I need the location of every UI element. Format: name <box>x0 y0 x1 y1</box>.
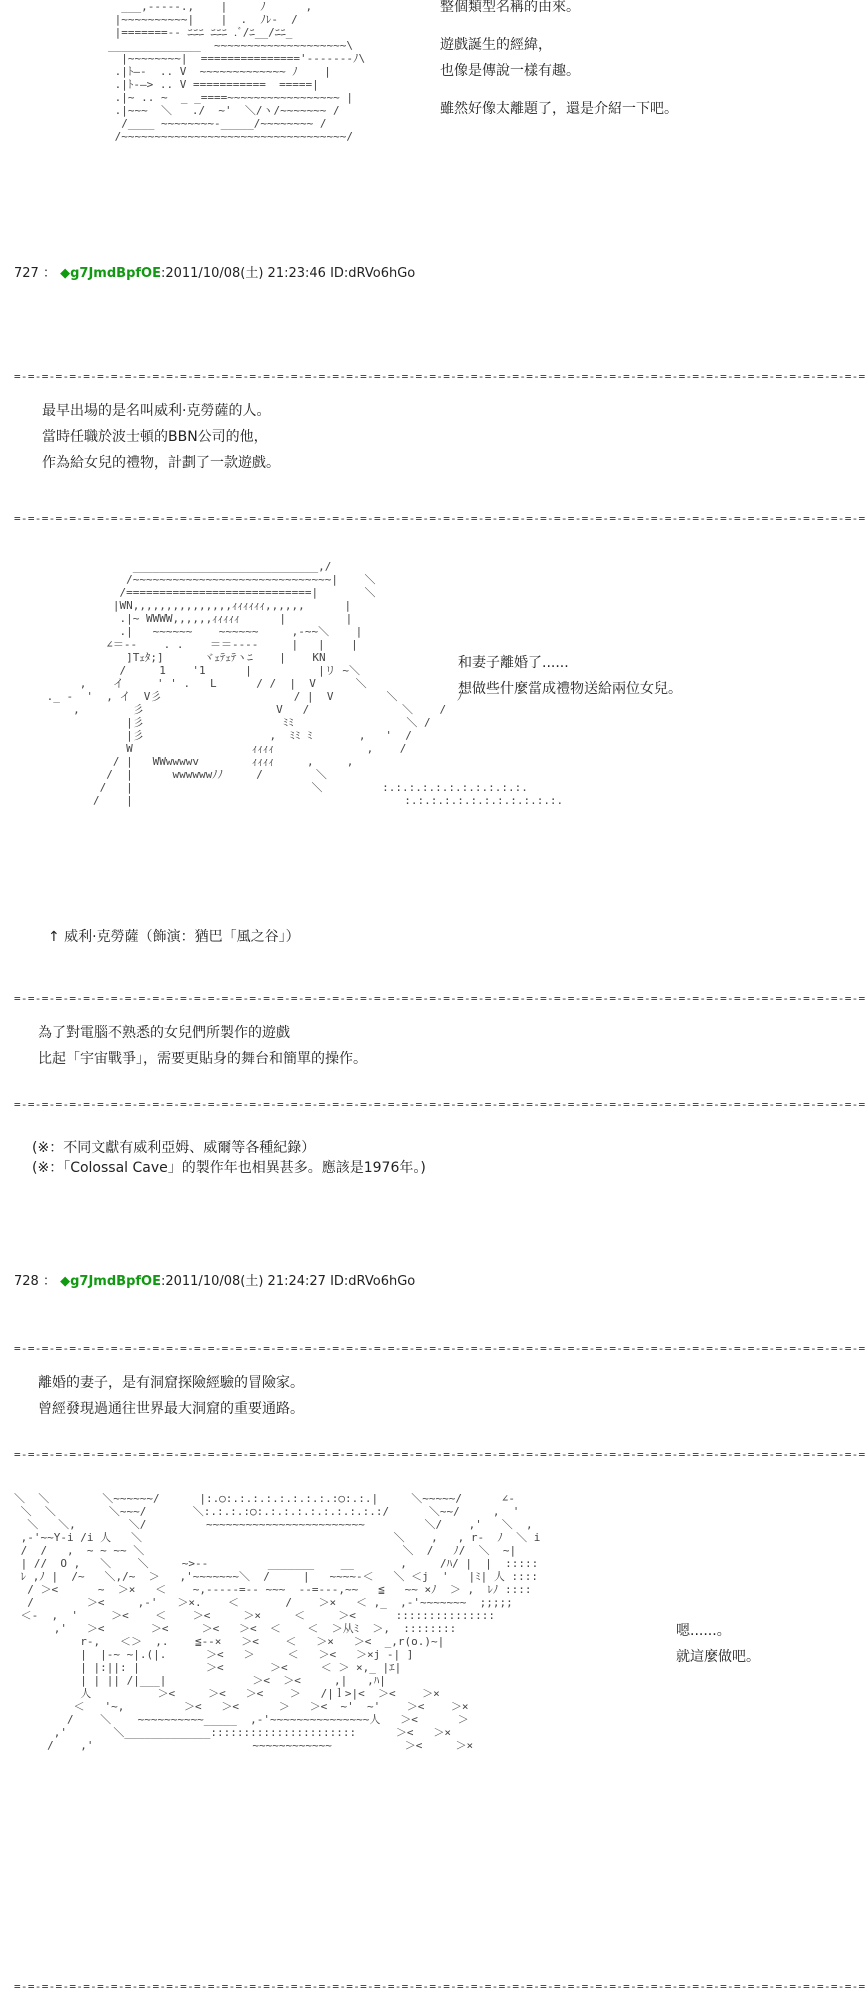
ascii-art-cave: ＼ ＼ ＼~~~~~~/ |:.○:.:.:.:.:.:.:.:.:○:.:.| ＼~~~~~/ ∠- ＼ ＼ ＼~~~/ ＼:.:.:.:○:.:.:.:.:.:.:.:.:.:/ ＼~~/ , ' ＼ ＼, ＼/ ~~~~~~~~~~~~~~~~~~~~~~~~ ＼/ ,' ＼ , ,-'~~Y-i /i 人 ＼ ＼ , , r- ﾉ ＼ i / / , ~ ~ ~~ ＼ ＼ / ﾉ/ ＼ ~| | // O , ＼ ＼ ~>-- _______ __ , /ﾊ/ | | ::::: ﾚ ,ﾉ | /~ ＼,/~ ＞ ,'~~~~~~~＼ / | ~~~~-＜ ＼ ＜j ' |ﾐ| 人 :::: / ＞< ~ ＞× ＜ ~,-----=-- ~~~ --=---,~~ ≦ ~~ ×ﾉ ＞ , ﾚﾉ :::: / ＞< ,-' ＞×. ＜ / ＞× ＜ ,_ ,-'~~~~~~~ ;;;;; ＜- , ' ＞< ＜ ＞< ＞× ＜ ＞< ::::::::::::::: ,' ＞< ＞< ＞< ＞< ＜ ＜ ＞从ﾐ ＞, :::::::: r-, ＜＞ ,. ≦--× ＞< ＜ ＞× ＞< _,r(o.)~| | |-~ ~|.(|. ＞< ＞ ＜ ＞< ＞×j -| ] | |:||: | ＞< ＞< ＜ ＞ ×,_ |ｴ| | | || /|___| ＞< ＞< ,| ,ﾊ| 人 ＞< ＞< ＞< ＞ /|ｌ>|< ＞< ＞× ＜ '~, ＞< ＞< ＞ ＞< ~' ~' ＞< ＞× / ＼ ~~~~~~~~~~_____ ,-'~~~~~~~~~~~~~~~人 ＞< ＞ ,' ＼_____________:::::::::::::::::::::: ＞< ＞× / ,' ~~~~~~~~~~~~ ＞< ＞× <box>14 1492 541 1752</box>
text-block-divorce <box>458 650 682 702</box>
text-line: 比起「宇宙戰爭」，需要更貼身的舞台和簡單的操作。 <box>38 1051 367 1067</box>
text-line: 曾經發現過通往世界最大洞窟的重要通路。 <box>38 1401 304 1417</box>
separator: =-=-=-=-=-=-=-=-=-=-=-=-=-=-=-=-=-=-=-=-=-=-=-=-=-=-=-=-=-=-=-=-=-=-=-=-=-=-=-=-=-=-=-=-=-=-=-=-=-=-=-=-=-=-=-=-=-=-=-=-=-= <box>14 1980 865 1993</box>
separator: =-=-=-=-=-=-=-=-=-=-=-=-=-=-=-=-=-=-=-=-=-=-=-=-=-=-=-=-=-=-=-=-=-=-=-=-=-=-=-=-=-=-=-=-=-=-=-=-=-=-=-=-=-=-=-=-=-=-=-=-=-= <box>14 370 865 383</box>
text-line: 嗯......。 <box>676 1623 731 1639</box>
note-line: (※：「Colossal Cave」的製作年也相異甚多。應該是1976年。) <box>32 1160 426 1176</box>
ascii-art-top: ___,-----., | ﾉ , |~~~~~~~~~~| | . ﾉﾚ- / |=======-- ﾆﾆﾆ ﾆﾆﾆ .ﾞ/ﾆ__/ﾆﾆ_ ______________ ~~~~~~~~~~~~~~~~~~~~\ |~~~~~~~~| ==============='-------ﾉ\ .|ﾄ―- .. V ~~~~~~~~~~~~~ ﾉ | .|ﾄ-―> .. V =========== =====| .|~ .. ~ _ _====~~~~~~~~~~~~~~~~~ | .|~~~ ＼ ./ ~' ＼/ヽ/~~~~~~~ / /____ ~~~~~~~~-_____/~~~~~~~~ / /~~~~~~~~~~~~~~~~~~~~~~~~~~~~~~~~~~/ <box>108 0 366 143</box>
separator: =-=-=-=-=-=-=-=-=-=-=-=-=-=-=-=-=-=-=-=-=-=-=-=-=-=-=-=-=-=-=-=-=-=-=-=-=-=-=-=-=-=-=-=-=-=-=-=-=-=-=-=-=-=-=-=-=-=-=-=-=-= <box>14 512 865 525</box>
text-block-game <box>38 1020 367 1072</box>
text-line: 作為給女兒的禮物，計劃了一款遊戲。 <box>42 455 280 471</box>
trip-code[interactable]: ◆g7JmdBpfOE <box>60 266 161 281</box>
note-line: (※：不同文獻有威利亞姆、威爾等各種紀錄） <box>32 1140 316 1156</box>
post-number: 727 <box>14 266 39 281</box>
text-line: 離婚的妻子，是有洞窟探險經驗的冒險家。 <box>38 1375 304 1391</box>
separator: =-=-=-=-=-=-=-=-=-=-=-=-=-=-=-=-=-=-=-=-=-=-=-=-=-=-=-=-=-=-=-=-=-=-=-=-=-=-=-=-=-=-=-=-=-=-=-=-=-=-=-=-=-=-=-=-=-=-=-=-=-= <box>14 1448 865 1461</box>
intro-text <box>440 0 678 122</box>
art-caption: ↑ 威利·克勞薩（飾演：猶巴「風之谷」） <box>48 929 300 945</box>
text-line: 遊戲誕生的經緯， <box>440 37 552 53</box>
separator: =-=-=-=-=-=-=-=-=-=-=-=-=-=-=-=-=-=-=-=-=-=-=-=-=-=-=-=-=-=-=-=-=-=-=-=-=-=-=-=-=-=-=-=-=-=-=-=-=-=-=-=-=-=-=-=-=-=-=-=-=-= <box>14 1342 865 1355</box>
text-line: 當時任職於波士頓的BBN公司的他， <box>42 429 268 445</box>
post-number: 728 <box>14 1274 39 1289</box>
post-meta: :2011/10/08(土) 21:23:46 ID:dRVo6hGo <box>160 266 416 281</box>
ascii-art-crowther: ____________________________,/ /~~~~~~~~~~~~~~~~~~~~~~~~~~~~~~| ＼ /============================| ＼ |WN,,,,,,,,,,,,,,,ｨｨｨｨｨｨ,,,,,, | .|~ WWWW,,,,,,ｨｨｨｨｨ | | .| ~~~~~~ ~~~~~~ ,-~~＼ | ∠＝-- . . ＝＝--‐- | | | ]Tｪﾀ;] ヾｪﾃｪﾃヽﾆ | KN / 1 '1 | |リ ~＼ , イ ' ' . L / / | V ＼ ._ - ' , イ V彡 / | V ＼ ﾉ , 彡 V / ＼ / |彡 ﾐﾐ ＼ / |彡 , ﾐﾐ ﾐ , ' / W ｨｨｨｨ , / / | WWwwwwv ｨｨｨｨ , , / | wwwwwwﾉﾉ / ＼ / | ＼ :.:.:.:.:.:.:.:.:.:.:. / | :.:.:.:.:.:.:.:.:.:.:.:. <box>46 560 564 807</box>
separator: =-=-=-=-=-=-=-=-=-=-=-=-=-=-=-=-=-=-=-=-=-=-=-=-=-=-=-=-=-=-=-=-=-=-=-=-=-=-=-=-=-=-=-=-=-=-=-=-=-=-=-=-=-=-=-=-=-=-=-=-=-= <box>14 992 865 1005</box>
text-line: 想做些什麼當成禮物送給兩位女兒。 <box>458 681 682 697</box>
trip-code[interactable]: ◆g7JmdBpfOE <box>60 1274 161 1289</box>
text-line: 也像是傳說一樣有趣。 <box>440 63 580 79</box>
text-line: 雖然好像太離題了，還是介紹一下吧。 <box>440 101 678 117</box>
separator: =-=-=-=-=-=-=-=-=-=-=-=-=-=-=-=-=-=-=-=-=-=-=-=-=-=-=-=-=-=-=-=-=-=-=-=-=-=-=-=-=-=-=-=-=-=-=-=-=-=-=-=-=-=-=-=-=-=-=-=-=-= <box>14 1098 865 1111</box>
post-colon: ： <box>42 1274 56 1289</box>
post-header-728 <box>14 1270 415 1289</box>
text-block-bbn <box>42 398 280 476</box>
text-line: 就這麼做吧。 <box>676 1649 760 1665</box>
text-line: 為了對電腦不熟悉的女兒們所製作的遊戲 <box>38 1025 290 1041</box>
text-line: 最早出場的是名叫威利·克勞薩的人。 <box>42 403 271 419</box>
text-block-notes <box>32 1138 426 1178</box>
post-header-727 <box>14 262 415 281</box>
post-meta: :2011/10/08(土) 21:24:27 ID:dRVo6hGo <box>160 1274 416 1289</box>
text-block-decision <box>676 1618 760 1670</box>
text-block-cave <box>38 1370 304 1422</box>
text-line: 整個類型名稱的由來。 <box>440 0 580 15</box>
post-colon: ： <box>42 266 56 281</box>
text-line: 和妻子離婚了...... <box>458 655 569 671</box>
